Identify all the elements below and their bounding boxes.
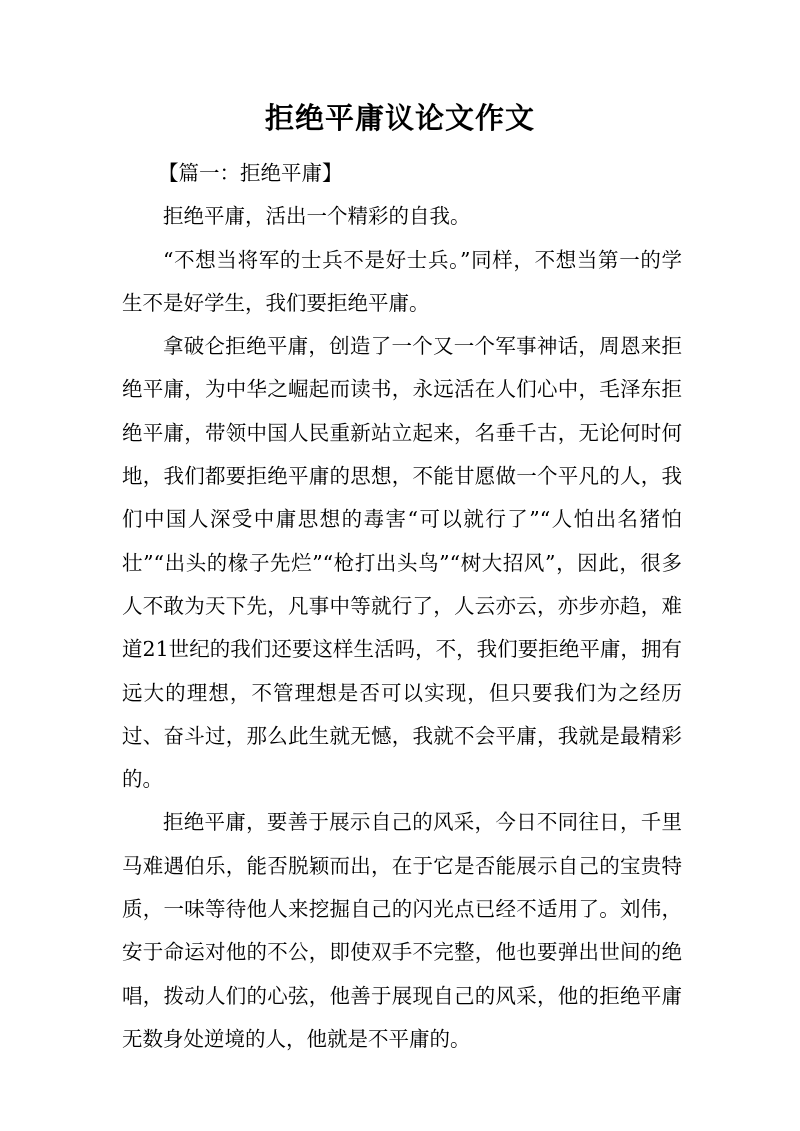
- paragraph-4: 拒绝平庸，要善于展示自己的风采，今日不同往日，千里马难遇伯乐，能否脱颖而出，在于它是否能展示自己的宝贵特质，一味等待他人来挖掘自己的闪光点已经不适用了。刘伟，安于命运对他的不公，即使双手不完整，他也要弹出世间的绝唱，拨动人们的心弦，他善于展现自己的风采，他的拒绝平庸无数身处逆境的人，他就是不平庸的。: [122, 810, 682, 1051]
- section-heading: 【篇一：拒绝平庸】: [158, 161, 343, 185]
- paragraph-2: “不想当将军的士兵不是好士兵。”同样，不想当第一的学生不是好学生，我们要拒绝平庸。: [122, 247, 682, 315]
- paragraph-1: 拒绝平庸，活出一个精彩的自我。: [163, 204, 471, 229]
- paragraph-3: 拿破仑拒绝平庸，创造了一个又一个军事神话，周恩来拒绝平庸，为中华之崛起而读书，永远活在人们心中，毛泽东拒绝平庸，带领中国人民重新站立起来，名垂千古，无论何时何地，我们都要拒绝平庸的思想，不能甘愿做一个平凡的人，我们中国人深受中庸思想的毒害“可以就行了”“人怕出名猪怕壮”“出头的椽子先烂”“枪打出头鸟”“树大招风”，因此，很多人不敢为天下先，凡事中等就行了，人云亦云，亦步亦趋，难道21世纪的我们还要这样生活吗，不，我们要拒绝平庸，拥有远大的理想，不管理想是否可以实现，但只要我们为之经历过、奋斗过，那么此生就无憾，我就不会平庸，我就是最精彩的。: [122, 334, 682, 792]
- document-title: 拒绝平庸议论文作文: [264, 101, 535, 135]
- document-body: [122, 152, 682, 1061]
